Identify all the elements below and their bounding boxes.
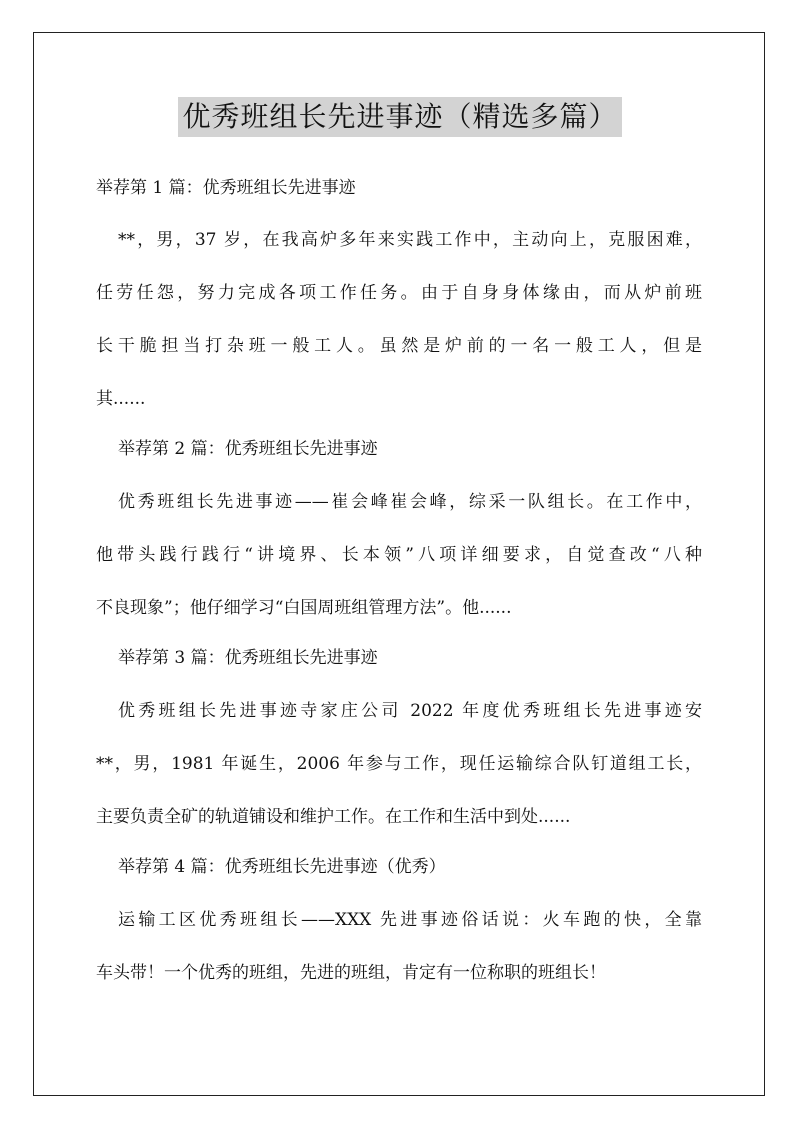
article-1-heading: 举荐第 1 篇：优秀班组长先进事迹 bbox=[96, 178, 356, 198]
article-2-line-3: 不良现象”；他仔细学习“白国周班组管理方法”。他...... bbox=[96, 598, 512, 618]
article-1-line-3: 长干脆担当打杂班一般工人。虽然是炉前的一名一般工人，但是 bbox=[96, 336, 702, 356]
article-3-line-1: 优秀班组长先进事迹寺家庄公司 2022 年度优秀班组长先进事迹安 bbox=[118, 701, 702, 721]
article-2-line-2: 他带头践行践行“讲境界、长本领”八项详细要求，自觉查改“八种 bbox=[96, 545, 702, 565]
article-3-line-2: **，男，1981 年诞生，2006 年参与工作，现任运输综合队钉道组工长， bbox=[96, 754, 702, 774]
article-3-heading: 举荐第 3 篇：优秀班组长先进事迹 bbox=[118, 648, 378, 668]
article-1-line-4: 其...... bbox=[96, 389, 146, 409]
article-4-line-2: 车头带！一个优秀的班组，先进的班组，肯定有一位称职的班组长！ bbox=[96, 963, 606, 983]
title-container bbox=[0, 97, 800, 137]
article-2-heading: 举荐第 2 篇：优秀班组长先进事迹 bbox=[118, 439, 378, 459]
document-title: 优秀班组长先进事迹（精选多篇） bbox=[178, 97, 621, 137]
article-4-line-1: 运输工区优秀班组长——XXX 先进事迹俗话说：火车跑的快，全靠 bbox=[118, 910, 702, 930]
article-1-line-1: **，男，37 岁，在我高炉多年来实践工作中，主动向上，克服困难， bbox=[118, 230, 702, 250]
article-3-line-3: 主要负责全矿的轨道铺设和维护工作。在工作和生活中到处...... bbox=[96, 807, 571, 827]
article-1-line-2: 任劳任怨，努力完成各项工作任务。由于自身身体缘由，而从炉前班 bbox=[96, 283, 702, 303]
article-2-line-1: 优秀班组长先进事迹——崔会峰崔会峰，综采一队组长。在工作中， bbox=[118, 492, 702, 512]
article-4-heading: 举荐第 4 篇：优秀班组长先进事迹（优秀） bbox=[118, 857, 446, 877]
